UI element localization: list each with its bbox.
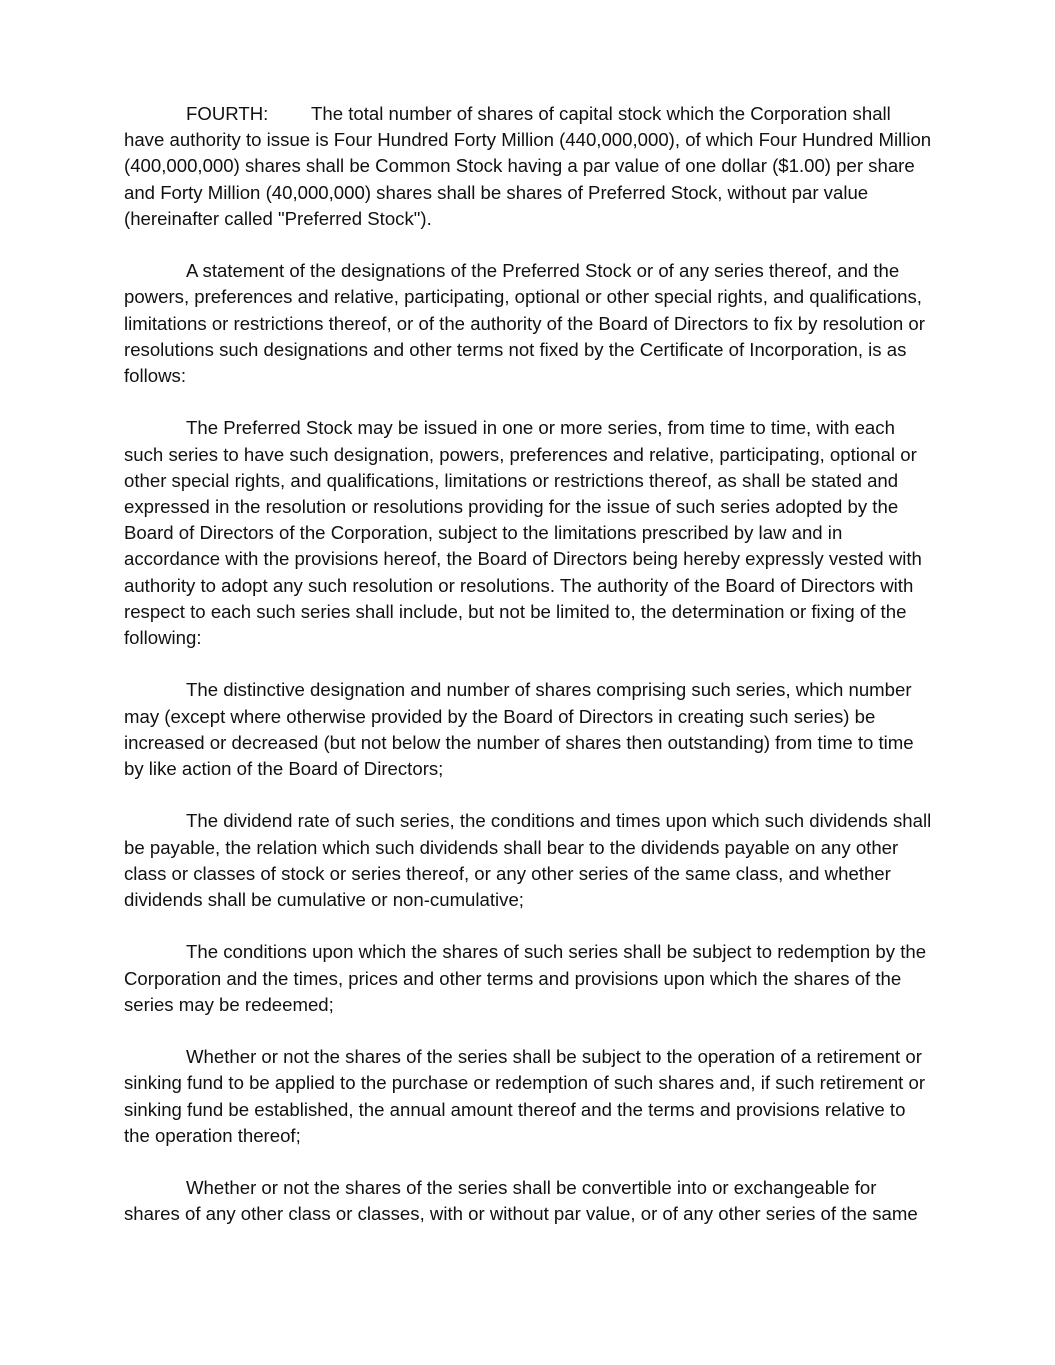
- paragraph-redemption-conditions: The conditions upon which the shares of such series shall be subject to redemption by the Corporation and the times, prices and other terms and provisions upon which the shares of the series may be redeemed;: [124, 941, 927, 1015]
- paragraph-series-issuance: The Preferred Stock may be issued in one or more series, from time to time, with each such series to have such designation, powers, preferences and relative, participating, optional or other special rights, and qualifications, limitations or restrictions thereof, as shall be stated and expressed in the resolution or resolutions providing for the issue of such series adopted by the Board of Directors of the Corporation, subject to the limitations prescribed by law and in accordance with the provisions hereof, the Board of Directors being hereby expressly vested with authority to adopt any such resolution or resolutions. The authority of the Board of Directors with respect to each such series shall include, but not be limited to, the determination or fixing of the following:: [124, 417, 922, 649]
- paragraph-designations-statement: A statement of the designations of the Preferred Stock or of any series thereof, and the powers, preferences and relative, participating, optional or other special rights, and qualifications, limitations or restrictions thereof, or of the authority of the Board of Directors to fix by resolution or resolutions such designations and other terms not fixed by the Certificate of Incorporation, is as follows:: [124, 260, 925, 387]
- paragraph-distinctive-designation: The distinctive designation and number of shares comprising such series, which number may (except where otherwise provided by the Board of Directors in creating such series) be increased or decreased (but not below the number of shares then outstanding) from time to time by like action of the Board of Directors;: [124, 679, 914, 780]
- article-label: FOURTH:: [186, 103, 269, 124]
- paragraph-sinking-fund: Whether or not the shares of the series shall be subject to the operation of a retirement or sinking fund to be applied to the purchase or redemption of such shares and, if such retirement or sinking fund be established, the annual amount thereof and the terms and provisions relative to the operation thereof;: [124, 1046, 926, 1146]
- paragraph-text: The total number of shares of capital stock which the Corporation shall have authority to issue is Four Hundred Forty Million (440,000,000), of which Four Hundred Million (400,000,000) shares shall be Common Stock having a par value of one dollar ($1.00) per share and Forty Million (40,000,000) shares shall be shares of Preferred Stock, without par value (hereinafter called "Preferred Stock").: [124, 103, 932, 229]
- paragraph-article-fourth: [124, 101, 936, 232]
- paragraph-dividend-rate: The dividend rate of such series, the conditions and times upon which such dividends shall be payable, the relation which such dividends shall bear to the dividends payable on any other class or classes of stock or series thereof, or any other series of the same class, and whether dividends shall be cumulative or non-cumulative;: [124, 810, 932, 911]
- document-page: [124, 101, 936, 1254]
- paragraph-convertibility: Whether or not the shares of the series shall be convertible into or exchangeable for shares of any other class or classes, with or without par value, or of any other series of the same: [124, 1177, 918, 1225]
